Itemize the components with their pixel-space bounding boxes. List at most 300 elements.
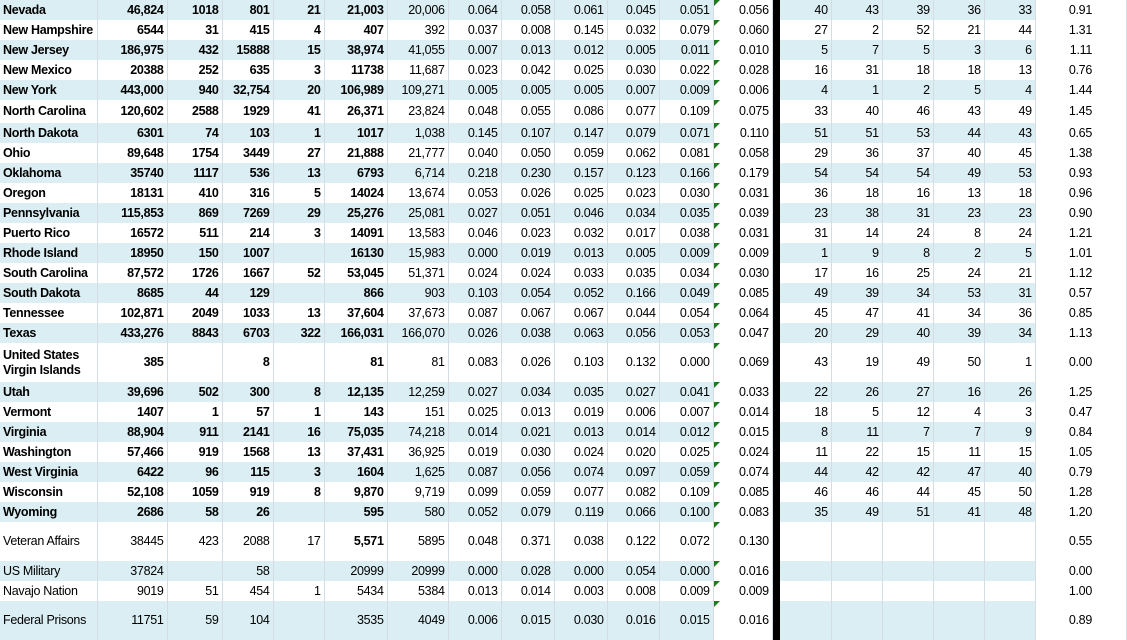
rate-cell[interactable]: 0.067 <box>501 303 554 323</box>
count-cell[interactable]: 89,648 <box>97 143 167 163</box>
ratio-cell[interactable]: 1.05 <box>1035 442 1126 462</box>
rank-cell[interactable]: 9 <box>984 422 1035 442</box>
average-rate-cell[interactable] <box>713 203 772 223</box>
rate-cell[interactable]: 0.054 <box>659 303 713 323</box>
row-name-cell[interactable]: Texas <box>0 323 97 343</box>
rank-cell[interactable]: 3 <box>984 402 1035 422</box>
rank-cell[interactable]: 54 <box>780 163 831 183</box>
rate-cell[interactable]: 0.019 <box>448 442 501 462</box>
count-cell[interactable]: 300 <box>222 382 273 402</box>
average-rate-cell[interactable] <box>713 482 772 502</box>
count-cell[interactable]: 1407 <box>97 402 167 422</box>
rate-cell[interactable]: 0.000 <box>659 343 713 382</box>
rank-cell[interactable]: 47 <box>933 462 984 482</box>
rank-cell[interactable]: 5 <box>933 80 984 100</box>
ratio-cell[interactable]: 0.84 <box>1035 422 1126 442</box>
rank-cell[interactable]: 40 <box>984 462 1035 482</box>
row-name-cell[interactable]: Vermont <box>0 402 97 422</box>
rank-cell[interactable]: 18 <box>984 183 1035 203</box>
count-cell[interactable]: 20388 <box>97 60 167 80</box>
rate-cell[interactable]: 0.166 <box>659 163 713 183</box>
count-cell[interactable]: 1007 <box>222 243 273 263</box>
rate-cell[interactable]: 0.087 <box>448 462 501 482</box>
average-rate-cell[interactable] <box>713 442 772 462</box>
rank-cell[interactable]: 12 <box>882 402 933 422</box>
rate-cell[interactable]: 0.015 <box>501 601 554 640</box>
count-cell[interactable]: 17 <box>273 522 324 561</box>
rate-cell[interactable]: 0.166 <box>607 283 659 303</box>
rank-cell[interactable]: 21 <box>933 20 984 40</box>
rate-cell[interactable]: 0.011 <box>659 40 713 60</box>
row-name-cell[interactable]: Oregon <box>0 183 97 203</box>
count-cell[interactable]: 18131 <box>97 183 167 203</box>
rate-cell[interactable]: 0.059 <box>554 143 607 163</box>
count-cell[interactable]: 25,081 <box>387 203 448 223</box>
count-cell[interactable]: 595 <box>324 502 387 522</box>
rate-cell[interactable]: 0.099 <box>448 482 501 502</box>
average-rate-cell[interactable] <box>713 123 772 143</box>
count-cell[interactable]: 15888 <box>222 40 273 60</box>
rate-cell[interactable]: 0.035 <box>554 382 607 402</box>
rank-cell[interactable] <box>882 522 933 561</box>
rank-cell[interactable]: 40 <box>882 323 933 343</box>
average-rate-cell[interactable] <box>713 60 772 80</box>
row-name-cell[interactable]: Federal Prisons <box>0 601 97 640</box>
count-cell[interactable]: 6793 <box>324 163 387 183</box>
rate-cell[interactable]: 0.022 <box>659 60 713 80</box>
rank-cell[interactable]: 44 <box>933 123 984 143</box>
count-cell[interactable]: 1604 <box>324 462 387 482</box>
rate-cell[interactable]: 0.030 <box>607 60 659 80</box>
average-rate-cell[interactable] <box>713 100 772 123</box>
rank-cell[interactable]: 34 <box>984 323 1035 343</box>
ratio-cell[interactable]: 0.55 <box>1035 522 1126 561</box>
rate-cell[interactable]: 0.132 <box>607 343 659 382</box>
rate-cell[interactable]: 0.046 <box>448 223 501 243</box>
rank-cell[interactable]: 48 <box>984 502 1035 522</box>
rate-cell[interactable]: 0.145 <box>448 123 501 143</box>
rank-cell[interactable]: 49 <box>882 343 933 382</box>
count-cell[interactable]: 16 <box>273 422 324 442</box>
count-cell[interactable]: 3 <box>273 462 324 482</box>
count-cell[interactable]: 13 <box>273 303 324 323</box>
rate-cell[interactable]: 0.218 <box>448 163 501 183</box>
ratio-cell[interactable]: 1.11 <box>1035 40 1126 60</box>
average-rate-cell[interactable] <box>713 223 772 243</box>
rate-cell[interactable]: 0.063 <box>554 323 607 343</box>
count-cell[interactable]: 25,276 <box>324 203 387 223</box>
rate-cell[interactable]: 0.015 <box>659 601 713 640</box>
count-cell[interactable]: 3 <box>273 223 324 243</box>
rank-cell[interactable]: 46 <box>882 100 933 123</box>
ratio-cell[interactable]: 1.45 <box>1035 100 1126 123</box>
rate-cell[interactable]: 0.020 <box>607 442 659 462</box>
count-cell[interactable]: 1 <box>273 402 324 422</box>
ratio-cell[interactable]: 1.21 <box>1035 223 1126 243</box>
count-cell[interactable]: 6301 <box>97 123 167 143</box>
rate-cell[interactable]: 0.050 <box>501 143 554 163</box>
rank-cell[interactable]: 7 <box>882 422 933 442</box>
rank-cell[interactable]: 45 <box>780 303 831 323</box>
rate-cell[interactable]: 0.007 <box>448 40 501 60</box>
count-cell[interactable]: 432 <box>167 40 222 60</box>
rate-cell[interactable]: 0.028 <box>501 561 554 581</box>
rate-cell[interactable]: 0.005 <box>607 243 659 263</box>
rank-cell[interactable]: 44 <box>882 482 933 502</box>
rank-cell[interactable]: 53 <box>882 123 933 143</box>
rate-cell[interactable]: 0.030 <box>659 183 713 203</box>
rank-cell[interactable]: 16 <box>882 183 933 203</box>
average-rate-cell[interactable] <box>713 323 772 343</box>
count-cell[interactable]: 143 <box>324 402 387 422</box>
count-cell[interactable]: 81 <box>324 343 387 382</box>
count-cell[interactable]: 15,983 <box>387 243 448 263</box>
count-cell[interactable]: 59 <box>167 601 222 640</box>
rank-cell[interactable]: 54 <box>831 163 882 183</box>
rate-cell[interactable]: 0.034 <box>607 203 659 223</box>
rank-cell[interactable]: 46 <box>831 482 882 502</box>
count-cell[interactable]: 502 <box>167 382 222 402</box>
rate-cell[interactable]: 0.097 <box>607 462 659 482</box>
count-cell[interactable]: 2088 <box>222 522 273 561</box>
rank-cell[interactable]: 34 <box>882 283 933 303</box>
rank-cell[interactable]: 49 <box>933 163 984 183</box>
rank-cell[interactable]: 4 <box>933 402 984 422</box>
count-cell[interactable]: 511 <box>167 223 222 243</box>
count-cell[interactable]: 37824 <box>97 561 167 581</box>
rank-cell[interactable]: 52 <box>882 20 933 40</box>
average-rate-cell[interactable] <box>713 422 772 442</box>
count-cell[interactable]: 37,673 <box>387 303 448 323</box>
count-cell[interactable]: 8 <box>273 382 324 402</box>
rank-cell[interactable]: 39 <box>933 323 984 343</box>
rate-cell[interactable]: 0.019 <box>501 243 554 263</box>
ratio-cell[interactable]: 0.57 <box>1035 283 1126 303</box>
count-cell[interactable]: 11751 <box>97 601 167 640</box>
rate-cell[interactable]: 0.147 <box>554 123 607 143</box>
rate-cell[interactable]: 0.044 <box>607 303 659 323</box>
count-cell[interactable]: 14024 <box>324 183 387 203</box>
count-cell[interactable]: 12,135 <box>324 382 387 402</box>
rate-cell[interactable]: 0.103 <box>448 283 501 303</box>
rank-cell[interactable]: 31 <box>882 203 933 223</box>
count-cell[interactable] <box>167 561 222 581</box>
rank-cell[interactable]: 8 <box>882 243 933 263</box>
rank-cell[interactable] <box>984 522 1035 561</box>
rate-cell[interactable]: 0.023 <box>448 60 501 80</box>
rank-cell[interactable]: 36 <box>984 303 1035 323</box>
rank-cell[interactable]: 40 <box>933 143 984 163</box>
count-cell[interactable]: 58 <box>167 502 222 522</box>
count-cell[interactable]: 96 <box>167 462 222 482</box>
rate-cell[interactable]: 0.013 <box>554 243 607 263</box>
ratio-cell[interactable]: 0.96 <box>1035 183 1126 203</box>
rank-cell[interactable]: 45 <box>984 143 1035 163</box>
row-name-cell[interactable]: Puerto Rico <box>0 223 97 243</box>
rate-cell[interactable]: 0.024 <box>448 263 501 283</box>
count-cell[interactable]: 433,276 <box>97 323 167 343</box>
rank-cell[interactable]: 3 <box>933 40 984 60</box>
count-cell[interactable]: 44 <box>167 283 222 303</box>
count-cell[interactable]: 74,218 <box>387 422 448 442</box>
rank-cell[interactable]: 11 <box>780 442 831 462</box>
rate-cell[interactable]: 0.107 <box>501 123 554 143</box>
count-cell[interactable]: 115,853 <box>97 203 167 223</box>
count-cell[interactable]: 536 <box>222 163 273 183</box>
count-cell[interactable]: 109,271 <box>387 80 448 100</box>
rate-cell[interactable]: 0.079 <box>607 123 659 143</box>
count-cell[interactable]: 57 <box>222 402 273 422</box>
count-cell[interactable]: 5,571 <box>324 522 387 561</box>
rank-cell[interactable]: 26 <box>984 382 1035 402</box>
rank-cell[interactable] <box>831 581 882 601</box>
rate-cell[interactable]: 0.038 <box>501 323 554 343</box>
row-name-cell[interactable]: New York <box>0 80 97 100</box>
rank-cell[interactable] <box>984 601 1035 640</box>
average-rate-cell[interactable] <box>713 0 772 20</box>
rate-cell[interactable]: 0.103 <box>554 343 607 382</box>
count-cell[interactable]: 20999 <box>324 561 387 581</box>
count-cell[interactable]: 37,431 <box>324 442 387 462</box>
rank-cell[interactable]: 9 <box>831 243 882 263</box>
rate-cell[interactable]: 0.027 <box>448 382 501 402</box>
count-cell[interactable]: 51,371 <box>387 263 448 283</box>
count-cell[interactable]: 9,870 <box>324 482 387 502</box>
count-cell[interactable]: 1 <box>167 402 222 422</box>
rank-cell[interactable]: 24 <box>882 223 933 243</box>
rate-cell[interactable]: 0.058 <box>501 0 554 20</box>
ratio-cell[interactable]: 0.93 <box>1035 163 1126 183</box>
rate-cell[interactable]: 0.052 <box>448 502 501 522</box>
rate-cell[interactable]: 0.037 <box>448 20 501 40</box>
rank-cell[interactable]: 42 <box>882 462 933 482</box>
count-cell[interactable]: 423 <box>167 522 222 561</box>
row-name-cell[interactable]: Washington <box>0 442 97 462</box>
count-cell[interactable]: 46,824 <box>97 0 167 20</box>
rate-cell[interactable]: 0.014 <box>607 422 659 442</box>
count-cell[interactable]: 21,888 <box>324 143 387 163</box>
rank-cell[interactable]: 41 <box>882 303 933 323</box>
count-cell[interactable]: 6422 <box>97 462 167 482</box>
rate-cell[interactable]: 0.230 <box>501 163 554 183</box>
average-rate-cell[interactable] <box>713 20 772 40</box>
count-cell[interactable]: 18950 <box>97 243 167 263</box>
rate-cell[interactable]: 0.009 <box>659 243 713 263</box>
rank-cell[interactable]: 33 <box>780 100 831 123</box>
rank-cell[interactable]: 1 <box>984 343 1035 382</box>
rank-cell[interactable]: 44 <box>984 20 1035 40</box>
count-cell[interactable]: 58 <box>222 561 273 581</box>
count-cell[interactable]: 41 <box>273 100 324 123</box>
rate-cell[interactable]: 0.371 <box>501 522 554 561</box>
rate-cell[interactable]: 0.053 <box>448 183 501 203</box>
rank-cell[interactable] <box>882 561 933 581</box>
ratio-cell[interactable]: 0.00 <box>1035 343 1126 382</box>
rank-cell[interactable]: 36 <box>933 0 984 20</box>
rank-cell[interactable]: 44 <box>780 462 831 482</box>
rate-cell[interactable]: 0.012 <box>659 422 713 442</box>
rate-cell[interactable]: 0.007 <box>659 402 713 422</box>
rate-cell[interactable]: 0.013 <box>501 40 554 60</box>
count-cell[interactable]: 21,003 <box>324 0 387 20</box>
count-cell[interactable]: 1 <box>273 123 324 143</box>
count-cell[interactable]: 103 <box>222 123 273 143</box>
row-name-cell[interactable]: Wyoming <box>0 502 97 522</box>
rate-cell[interactable]: 0.024 <box>501 263 554 283</box>
rank-cell[interactable]: 18 <box>780 402 831 422</box>
rank-cell[interactable]: 18 <box>831 183 882 203</box>
rate-cell[interactable]: 0.071 <box>659 123 713 143</box>
count-cell[interactable]: 20 <box>273 80 324 100</box>
rank-cell[interactable]: 22 <box>831 442 882 462</box>
rate-cell[interactable]: 0.041 <box>659 382 713 402</box>
ratio-cell[interactable]: 0.79 <box>1035 462 1126 482</box>
ratio-cell[interactable]: 0.76 <box>1035 60 1126 80</box>
count-cell[interactable]: 3449 <box>222 143 273 163</box>
rate-cell[interactable]: 0.007 <box>607 80 659 100</box>
average-rate-cell[interactable] <box>713 462 772 482</box>
rank-cell[interactable] <box>780 581 831 601</box>
row-name-cell[interactable]: Ohio <box>0 143 97 163</box>
count-cell[interactable]: 3 <box>273 60 324 80</box>
rank-cell[interactable]: 29 <box>780 143 831 163</box>
rank-cell[interactable] <box>882 601 933 640</box>
rank-cell[interactable]: 7 <box>933 422 984 442</box>
rate-cell[interactable]: 0.023 <box>501 223 554 243</box>
rank-cell[interactable]: 11 <box>831 422 882 442</box>
count-cell[interactable]: 454 <box>222 581 273 601</box>
average-rate-cell[interactable] <box>713 243 772 263</box>
row-name-cell[interactable]: South Carolina <box>0 263 97 283</box>
rank-cell[interactable]: 53 <box>984 163 1035 183</box>
count-cell[interactable]: 1929 <box>222 100 273 123</box>
count-cell[interactable] <box>167 343 222 382</box>
ratio-cell[interactable]: 0.89 <box>1035 601 1126 640</box>
rank-cell[interactable]: 15 <box>882 442 933 462</box>
row-name-cell[interactable]: United States Virgin Islands <box>0 343 97 382</box>
rate-cell[interactable]: 0.042 <box>501 60 554 80</box>
rank-cell[interactable]: 29 <box>831 323 882 343</box>
row-name-cell[interactable]: Tennessee <box>0 303 97 323</box>
rank-cell[interactable] <box>780 601 831 640</box>
count-cell[interactable]: 41,055 <box>387 40 448 60</box>
count-cell[interactable]: 214 <box>222 223 273 243</box>
rank-cell[interactable]: 27 <box>882 382 933 402</box>
count-cell[interactable]: 5384 <box>387 581 448 601</box>
row-name-cell[interactable]: New Hampshire <box>0 20 97 40</box>
count-cell[interactable]: 16572 <box>97 223 167 243</box>
count-cell[interactable]: 26,371 <box>324 100 387 123</box>
rank-cell[interactable] <box>933 561 984 581</box>
rank-cell[interactable]: 34 <box>933 303 984 323</box>
count-cell[interactable]: 21 <box>273 0 324 20</box>
rank-cell[interactable]: 13 <box>984 60 1035 80</box>
average-rate-cell[interactable] <box>713 80 772 100</box>
rate-cell[interactable]: 0.087 <box>448 303 501 323</box>
rate-cell[interactable]: 0.034 <box>501 382 554 402</box>
average-rate-cell[interactable] <box>713 581 772 601</box>
count-cell[interactable]: 74 <box>167 123 222 143</box>
rate-cell[interactable]: 0.062 <box>607 143 659 163</box>
rank-cell[interactable]: 49 <box>984 100 1035 123</box>
ratio-cell[interactable]: 1.00 <box>1035 581 1126 601</box>
rate-cell[interactable]: 0.030 <box>501 442 554 462</box>
count-cell[interactable]: 8 <box>273 482 324 502</box>
ratio-cell[interactable]: 1.01 <box>1035 243 1126 263</box>
rank-cell[interactable]: 21 <box>984 263 1035 283</box>
row-name-cell[interactable]: Utah <box>0 382 97 402</box>
rank-cell[interactable]: 22 <box>780 382 831 402</box>
rate-cell[interactable]: 0.025 <box>554 183 607 203</box>
rank-cell[interactable]: 6 <box>984 40 1035 60</box>
count-cell[interactable]: 1,625 <box>387 462 448 482</box>
count-cell[interactable]: 252 <box>167 60 222 80</box>
rank-cell[interactable]: 23 <box>780 203 831 223</box>
rate-cell[interactable]: 0.006 <box>448 601 501 640</box>
rank-cell[interactable]: 15 <box>984 442 1035 462</box>
rank-cell[interactable]: 19 <box>831 343 882 382</box>
rate-cell[interactable]: 0.000 <box>448 561 501 581</box>
count-cell[interactable]: 13,674 <box>387 183 448 203</box>
rate-cell[interactable]: 0.000 <box>659 561 713 581</box>
count-cell[interactable]: 2141 <box>222 422 273 442</box>
count-cell[interactable]: 911 <box>167 422 222 442</box>
count-cell[interactable]: 410 <box>167 183 222 203</box>
count-cell[interactable]: 129 <box>222 283 273 303</box>
rate-cell[interactable]: 0.056 <box>501 462 554 482</box>
average-rate-cell[interactable] <box>713 522 772 561</box>
rate-cell[interactable]: 0.013 <box>554 422 607 442</box>
rate-cell[interactable]: 0.005 <box>554 80 607 100</box>
count-cell[interactable]: 4 <box>273 20 324 40</box>
rate-cell[interactable]: 0.145 <box>554 20 607 40</box>
rank-cell[interactable]: 40 <box>831 100 882 123</box>
count-cell[interactable]: 16130 <box>324 243 387 263</box>
count-cell[interactable]: 21,777 <box>387 143 448 163</box>
rate-cell[interactable]: 0.021 <box>501 422 554 442</box>
rate-cell[interactable]: 0.035 <box>607 263 659 283</box>
count-cell[interactable]: 1,038 <box>387 123 448 143</box>
average-rate-cell[interactable] <box>713 561 772 581</box>
count-cell[interactable]: 120,602 <box>97 100 167 123</box>
rank-cell[interactable]: 17 <box>780 263 831 283</box>
count-cell[interactable]: 1033 <box>222 303 273 323</box>
count-cell[interactable]: 38,974 <box>324 40 387 60</box>
row-name-cell[interactable]: Navajo Nation <box>0 581 97 601</box>
rate-cell[interactable]: 0.072 <box>659 522 713 561</box>
rate-cell[interactable]: 0.035 <box>659 203 713 223</box>
count-cell[interactable]: 7269 <box>222 203 273 223</box>
rank-cell[interactable]: 14 <box>831 223 882 243</box>
rate-cell[interactable]: 0.083 <box>448 343 501 382</box>
rank-cell[interactable] <box>780 522 831 561</box>
rank-cell[interactable]: 41 <box>933 502 984 522</box>
rank-cell[interactable]: 49 <box>831 502 882 522</box>
ratio-cell[interactable]: 0.65 <box>1035 123 1126 143</box>
count-cell[interactable] <box>273 243 324 263</box>
count-cell[interactable]: 13,583 <box>387 223 448 243</box>
rank-cell[interactable]: 49 <box>780 283 831 303</box>
row-name-cell[interactable]: New Jersey <box>0 40 97 60</box>
average-rate-cell[interactable] <box>713 263 772 283</box>
rate-cell[interactable]: 0.006 <box>607 402 659 422</box>
rate-cell[interactable]: 0.009 <box>659 80 713 100</box>
ratio-cell[interactable]: 0.91 <box>1035 0 1126 20</box>
rate-cell[interactable]: 0.086 <box>554 100 607 123</box>
rate-cell[interactable]: 0.026 <box>501 183 554 203</box>
count-cell[interactable]: 1017 <box>324 123 387 143</box>
rate-cell[interactable]: 0.074 <box>554 462 607 482</box>
